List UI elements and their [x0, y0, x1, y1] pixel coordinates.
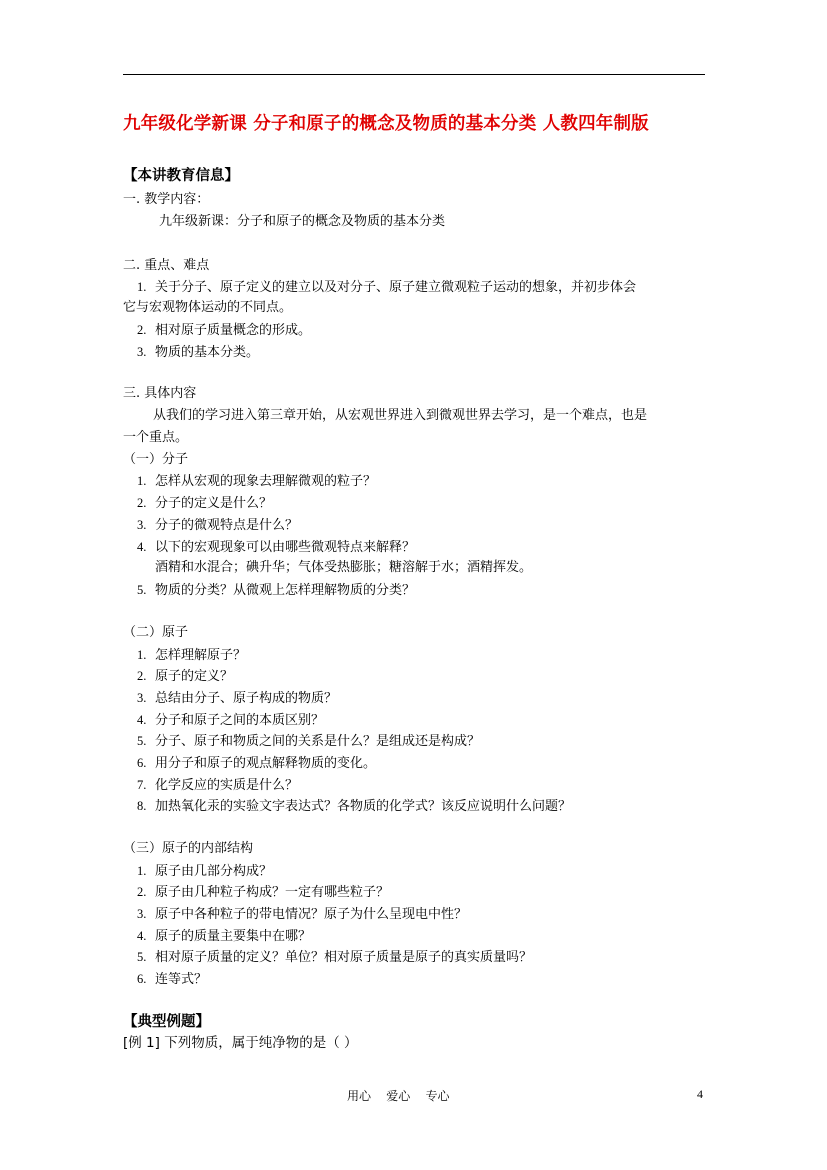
list-item [137, 863, 272, 880]
atom-heading: （二）原子 [123, 625, 189, 640]
content-heading: 三. 具体内容 [123, 386, 197, 401]
item-text: 分子和原子之间的本质区别？ [155, 713, 325, 728]
list-item [137, 906, 467, 923]
molecule-heading: （一）分子 [123, 452, 189, 467]
item-number: 7. [137, 778, 147, 792]
list-item [137, 647, 246, 664]
item-number: 3. [137, 691, 147, 705]
footer-motto: 用心 爱心 专心 [347, 1089, 450, 1103]
item-text: 怎样从宏观的现象去理解微观的粒子？ [155, 474, 377, 489]
item-text: 物质的分类？从微观上怎样理解物质的分类？ [155, 583, 416, 598]
item-text: 原子由几部分构成？ [155, 864, 273, 879]
list-item [137, 690, 337, 707]
list-item [137, 473, 376, 490]
document-title: 九年级化学新课 分子和原子的概念及物质的基本分类 人教四年制版 [123, 114, 649, 134]
teaching-text: 九年级新课：分子和原子的概念及物质的基本分类 [159, 214, 446, 229]
key-points-heading: 二. 重点、难点 [123, 258, 210, 273]
example-question: [例 1] 下列物质，属于纯净物的是（ ） [123, 1035, 358, 1051]
list-item [137, 884, 389, 901]
item-number: 1. [137, 280, 147, 294]
item-number: 3. [137, 907, 147, 921]
list-item-continuation: 酒精和水混合；碘升华；气体受热膨胀；糖溶解于水；酒精挥发。 [155, 560, 533, 575]
item-text: 关于分子、原子定义的建立以及对分子、原子建立微观粒子运动的想象，并初步体会 [155, 280, 637, 295]
item-text: 原子由几种粒子构成？一定有哪些粒子？ [155, 885, 390, 900]
item-text: 原子的质量主要集中在哪？ [155, 929, 312, 944]
item-number: 5. [137, 734, 147, 748]
item-number: 3. [137, 345, 147, 359]
item-number: 6. [137, 756, 147, 770]
item-number: 1. [137, 474, 147, 488]
item-text: 连等式？ [155, 972, 208, 987]
item-text: 化学反应的实质是什么？ [155, 778, 299, 793]
structure-heading: （三）原子的内部结构 [123, 841, 254, 856]
item-number: 5. [137, 583, 147, 597]
content-intro-line: 从我们的学习进入第三章开始，从宏观世界进入到微观世界去学习，是一个难点，也是 [153, 408, 648, 423]
item-number: 2. [137, 885, 147, 899]
item-number: 5. [137, 950, 147, 964]
item-text: 以下的宏观现象可以由哪些微观特点来解释？ [155, 540, 416, 555]
list-item [137, 777, 298, 794]
list-item [137, 517, 298, 534]
list-item [137, 733, 480, 750]
item-number: 2. [137, 496, 147, 510]
section-heading-examples: 【典型例题】 [123, 1013, 210, 1030]
item-number: 6. [137, 972, 147, 986]
item-number: 4. [137, 929, 147, 943]
item-number: 2. [137, 669, 147, 683]
list-item [137, 582, 415, 599]
item-text: 原子的定义？ [155, 669, 234, 684]
section-heading-info: 【本讲教育信息】 [123, 167, 239, 184]
list-item [137, 798, 571, 815]
item-number: 4. [137, 713, 147, 727]
item-number: 8. [137, 799, 147, 813]
page-number: 4 [697, 1087, 703, 1101]
list-item [137, 495, 272, 512]
key-point-item [137, 279, 636, 296]
list-item [137, 971, 207, 988]
list-item [137, 712, 324, 729]
item-number: 2. [137, 323, 147, 337]
key-point-continuation: 它与宏观物体运动的不同点。 [123, 300, 293, 315]
item-number: 3. [137, 518, 147, 532]
item-text: 相对原子质量概念的形成。 [155, 323, 312, 338]
list-item [137, 668, 233, 685]
item-text: 物质的基本分类。 [155, 345, 260, 360]
item-number: 4. [137, 540, 147, 554]
content-intro-line: 一个重点。 [123, 430, 189, 445]
item-number: 1. [137, 648, 147, 662]
header-rule [123, 74, 705, 75]
item-text: 分子的微观特点是什么？ [155, 518, 299, 533]
item-text: 分子的定义是什么？ [155, 496, 273, 511]
item-text: 用分子和原子的观点解释物质的变化。 [155, 756, 377, 771]
list-item [137, 949, 532, 966]
item-text: 怎样理解原子？ [155, 648, 247, 663]
item-text: 加热氧化汞的实验文字表达式？各物质的化学式？该反应说明什么问题？ [155, 799, 572, 814]
item-text: 相对原子质量的定义？单位？相对原子质量是原子的真实质量吗？ [155, 950, 533, 965]
item-text: 总结由分子、原子构成的物质？ [155, 691, 338, 706]
item-number: 1. [137, 864, 147, 878]
list-item [137, 928, 311, 945]
item-text: 原子中各种粒子的带电情况？原子为什么呈现电中性？ [155, 907, 468, 922]
list-item [137, 539, 415, 556]
key-point-item [137, 322, 311, 339]
item-text: 分子、原子和物质之间的关系是什么？是组成还是构成？ [155, 734, 481, 749]
key-point-item [137, 344, 259, 361]
list-item [137, 755, 376, 772]
teaching-heading: 一. 教学内容： [123, 192, 210, 207]
